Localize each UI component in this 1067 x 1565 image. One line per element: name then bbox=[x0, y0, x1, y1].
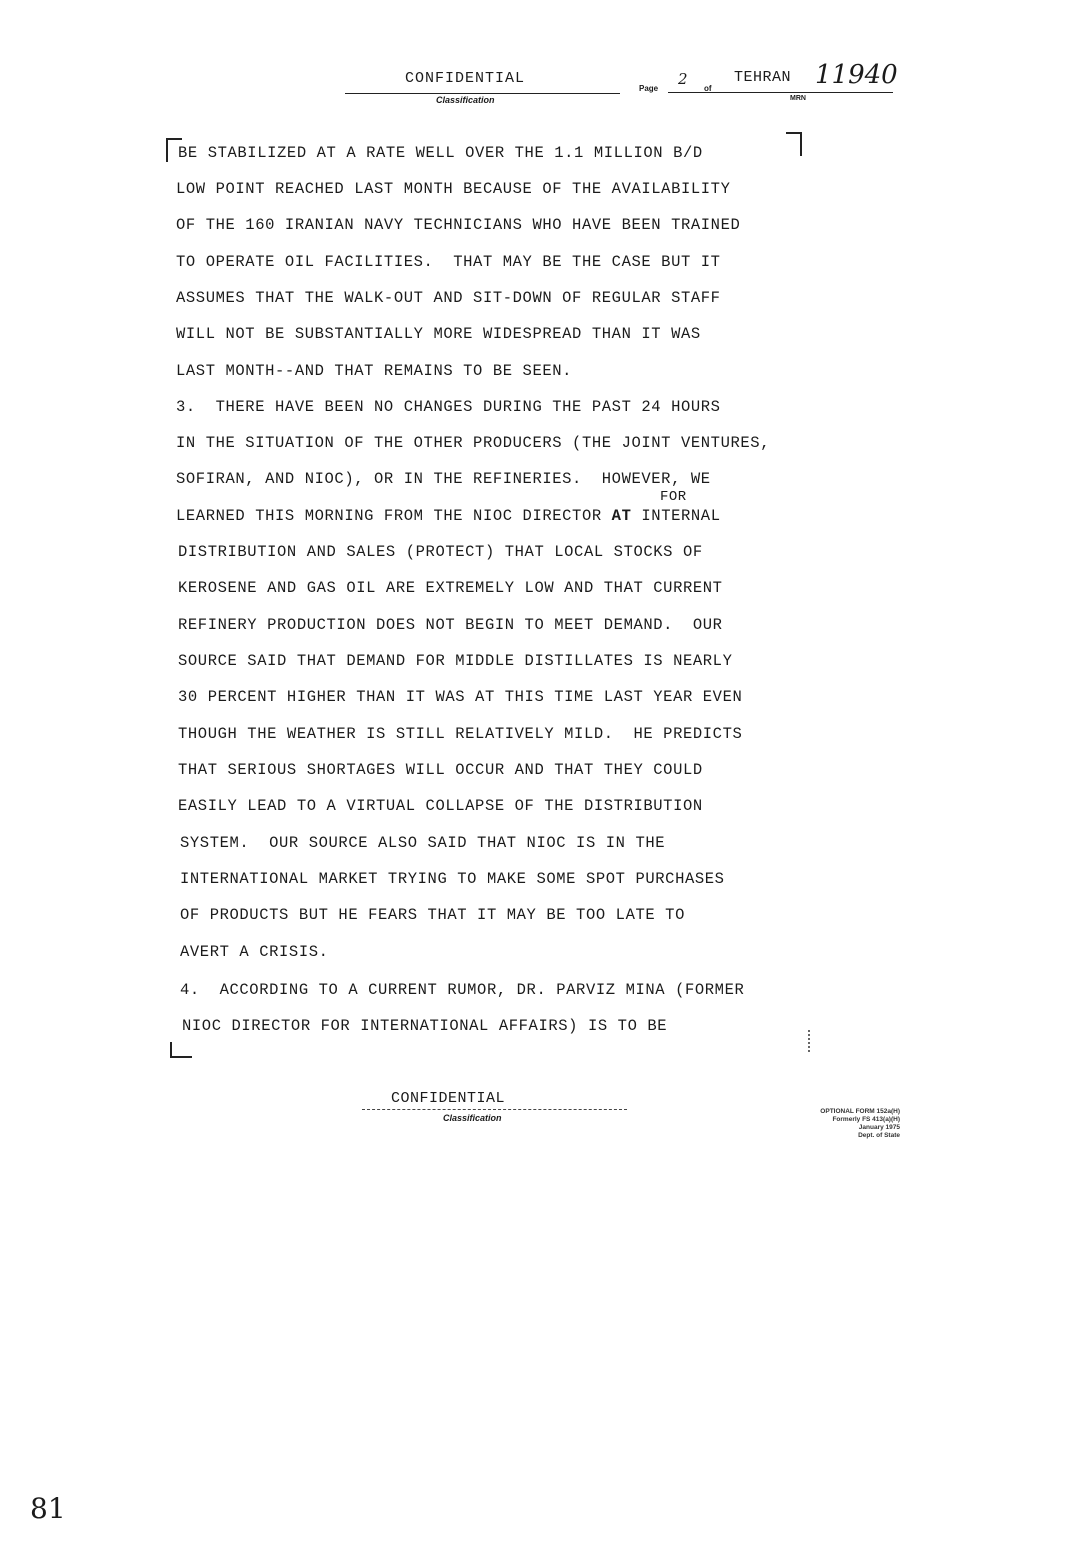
header-page-number: 2 bbox=[678, 70, 688, 88]
form-info-line: Formerly FS 413(a)(H) bbox=[832, 1116, 900, 1123]
struck-word: AT bbox=[611, 507, 632, 525]
body-line: DISTRIBUTION AND SALES (PROTECT) THAT LOCAL STOCKS OF bbox=[178, 543, 703, 561]
body-line: KEROSENE AND GAS OIL ARE EXTREMELY LOW AND THAT CURRENT bbox=[178, 579, 723, 597]
body-line-corrected bbox=[176, 507, 721, 525]
header-mrn-label: MRN bbox=[790, 95, 806, 102]
body-line: WILL NOT BE SUBSTANTIALLY MORE WIDESPREAD THAN IT WAS bbox=[176, 325, 701, 343]
body-line: 4. ACCORDING TO A CURRENT RUMOR, DR. PARVIZ MINA (FORMER bbox=[180, 981, 745, 999]
form-info bbox=[740, 1108, 900, 1140]
header-mrn-rule bbox=[668, 92, 893, 93]
body-line: IN THE SITUATION OF THE OTHER PRODUCERS (THE JOINT VENTURES, bbox=[176, 434, 771, 452]
header-classification-label: Classification bbox=[436, 95, 495, 105]
bracket-top-right bbox=[786, 132, 802, 156]
form-info-line: OPTIONAL FORM 152a(H) bbox=[820, 1108, 900, 1115]
form-info-line: January 1975 bbox=[858, 1124, 900, 1131]
footer-classification: CONFIDENTIAL bbox=[391, 1090, 506, 1107]
handwritten-insert: FOR bbox=[660, 489, 687, 505]
body-line: SOFIRAN, AND NIOC), OR IN THE REFINERIES. HOWEVER, WE bbox=[176, 470, 711, 488]
body-line: LOW POINT REACHED LAST MONTH BECAUSE OF THE AVAILABILITY bbox=[176, 180, 731, 198]
body-line: EASILY LEAD TO A VIRTUAL COLLAPSE OF THE DISTRIBUTION bbox=[178, 797, 703, 815]
body-line: INTERNATIONAL MARKET TRYING TO MAKE SOME SPOT PURCHASES bbox=[180, 870, 725, 888]
body-line: REFINERY PRODUCTION DOES NOT BEGIN TO MEET DEMAND. OUR bbox=[178, 616, 723, 634]
body-line: ASSUMES THAT THE WALK-OUT AND SIT-DOWN OF REGULAR STAFF bbox=[176, 289, 721, 307]
form-info-line: Dept. of State bbox=[858, 1132, 900, 1139]
body-line: OF PRODUCTS BUT HE FEARS THAT IT MAY BE TOO LATE TO bbox=[180, 906, 685, 924]
body-line: TO OPERATE OIL FACILITIES. THAT MAY BE THE CASE BUT IT bbox=[176, 253, 721, 271]
body-line: AVERT A CRISIS. bbox=[180, 943, 329, 961]
body-line-part: LEARNED THIS MORNING FROM THE NIOC DIRECTOR bbox=[176, 507, 612, 525]
footer-classification-label: Classification bbox=[443, 1113, 502, 1123]
body-line: THAT SERIOUS SHORTAGES WILL OCCUR AND THAT THEY COULD bbox=[178, 761, 703, 779]
footer-classification-rule bbox=[362, 1109, 627, 1110]
body-line: THOUGH THE WEATHER IS STILL RELATIVELY MILD. HE PREDICTS bbox=[178, 725, 743, 743]
body-line-part: INTERNAL bbox=[631, 507, 721, 525]
body-line: NIOC DIRECTOR FOR INTERNATIONAL AFFAIRS) IS TO BE bbox=[182, 1017, 668, 1035]
body-line: LAST MONTH--AND THAT REMAINS TO BE SEEN. bbox=[176, 362, 573, 380]
body-line: 30 PERCENT HIGHER THAN IT WAS AT THIS TIME LAST YEAR EVEN bbox=[178, 688, 743, 706]
header-page-label: Page bbox=[639, 84, 659, 93]
header-classification-rule bbox=[345, 93, 620, 94]
header-classification: CONFIDENTIAL bbox=[405, 70, 526, 87]
body-line: SOURCE SAID THAT DEMAND FOR MIDDLE DISTILLATES IS NEARLY bbox=[178, 652, 733, 670]
body-line: BE STABILIZED AT A RATE WELL OVER THE 1.1 MILLION B/D bbox=[178, 144, 703, 162]
header-message-number: 11940 bbox=[815, 60, 898, 90]
body-line: 3. THERE HAVE BEEN NO CHANGES DURING THE PAST 24 HOURS bbox=[176, 398, 721, 416]
header-of-label: of bbox=[704, 84, 712, 93]
body-line: SYSTEM. OUR SOURCE ALSO SAID THAT NIOC IS IN THE bbox=[180, 834, 666, 852]
header-post: TEHRAN bbox=[734, 69, 792, 86]
bracket-bottom-right bbox=[790, 1030, 810, 1052]
page-number: 81 bbox=[30, 1492, 66, 1525]
bracket-bottom-left bbox=[170, 1042, 192, 1058]
body-line: OF THE 160 IRANIAN NAVY TECHNICIANS WHO HAVE BEEN TRAINED bbox=[176, 216, 741, 234]
